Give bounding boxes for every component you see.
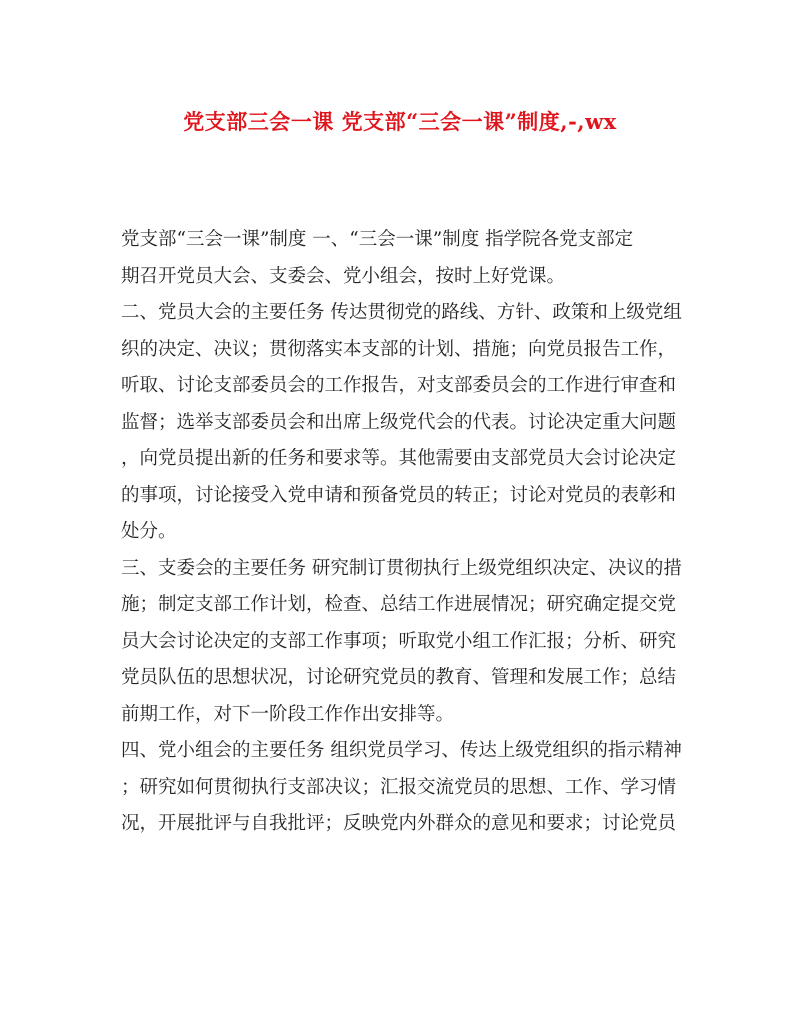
- body-line: ；研究如何贯彻执行支部决议；汇报交流党员的思想、工作、学习情: [121, 776, 677, 798]
- body-line: 员大会讨论决定的支部工作事项；听取党小组工作汇报；分析、研究: [121, 630, 677, 652]
- body-line: 处分。: [121, 521, 177, 542]
- document-title: 党支部三会一课 党支部“三会一课”制度,-,wx: [183, 109, 617, 134]
- body-line: 前期工作，对下一阶段工作作出安排等。: [121, 703, 455, 725]
- body-line: 的事项，讨论接受入党申请和预备党员的转正；讨论对党员的表彰和: [121, 484, 677, 506]
- body-line: 党支部“三会一课”制度 一、“三会一课”制度 指学院各党支部定: [121, 229, 634, 250]
- document-body: [121, 222, 681, 843]
- body-line: 织的决定、决议；贯彻落实本支部的计划、措施；向党员报告工作，: [121, 338, 677, 360]
- body-line: 四、党小组会的主要任务 组织党员学习、传达上级党组织的指示精神: [121, 740, 682, 761]
- body-line: 三、支委会的主要任务 研究制订贯彻执行上级党组织决定、决议的措: [121, 557, 682, 579]
- body-line: 施；制定支部工作计划，检查、总结工作进展情况；研究确定提交党: [121, 594, 677, 615]
- body-line: 期召开党员大会、支委会、党小组会，按时上好党课。: [121, 265, 566, 287]
- body-line: 况，开展批评与自我批评；反映党内外群众的意见和要求；讨论党员: [121, 813, 677, 834]
- body-line: 党员队伍的思想状况，讨论研究党员的教育、管理和发展工作；总结: [121, 667, 677, 688]
- body-line: 听取、讨论支部委员会的工作报告，对支部委员会的工作进行审查和: [121, 375, 677, 396]
- body-line: 二、党员大会的主要任务 传达贯彻党的路线、方针、政策和上级党组: [121, 302, 682, 323]
- body-line: 监督；选举支部委员会和出席上级党代会的代表。讨论决定重大问题: [121, 411, 677, 433]
- body-line: ，向党员提出新的任务和要求等。其他需要由支部党员大会讨论决定: [121, 448, 677, 469]
